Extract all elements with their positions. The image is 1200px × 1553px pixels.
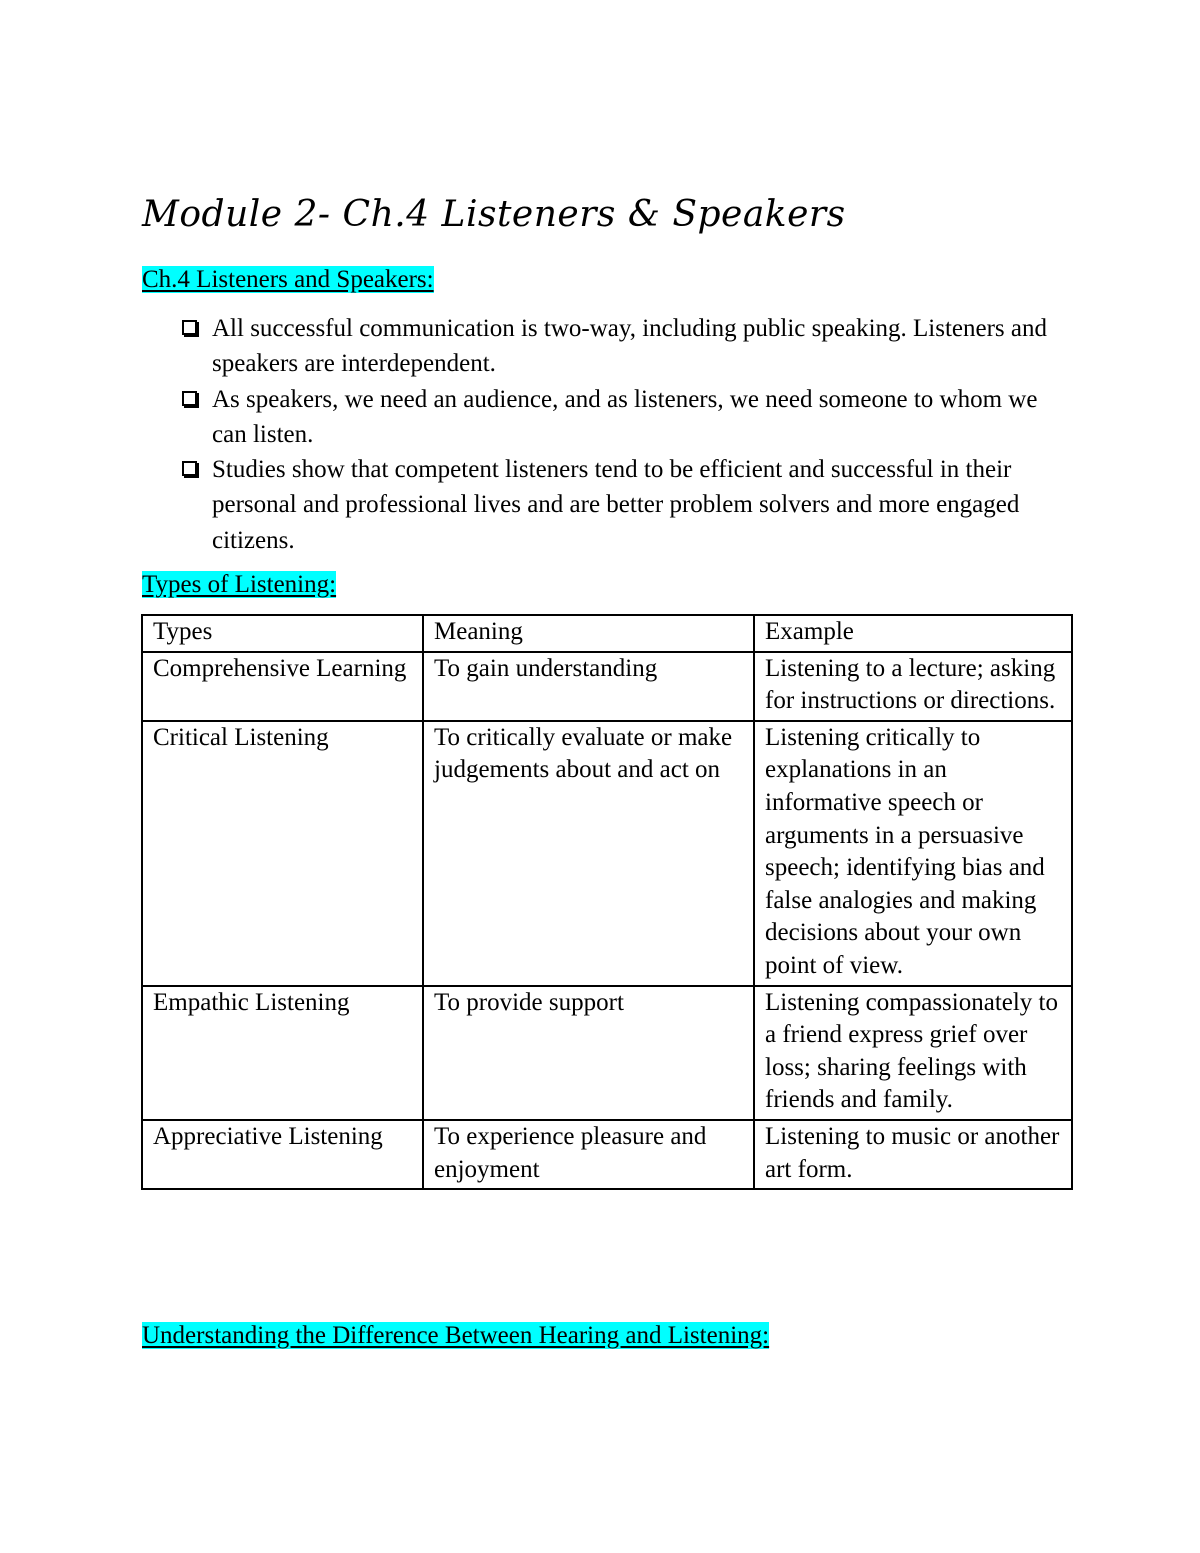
table-cell: Empathic Listening — [142, 986, 423, 1120]
list-item — [180, 382, 1060, 453]
table-cell: Listening compassionately to a friend express grief over loss; sharing feelings with friends and family. — [754, 986, 1072, 1120]
section-heading-listeners-speakers: Ch.4 Listeners and Speakers: — [142, 266, 434, 293]
table-cell: Appreciative Listening — [142, 1120, 423, 1189]
table-header-cell: Example — [754, 615, 1072, 652]
list-item-text: Studies show that competent listeners tend to be efficient and successful in their personal and professional lives and are better problem solvers and more engaged citizens. — [212, 456, 1020, 554]
table-cell: To critically evaluate or make judgements about and act on — [423, 721, 754, 986]
table-cell: Listening to a lecture; asking for instructions or directions. — [754, 652, 1072, 721]
table-cell: Listening to music or another art form. — [754, 1120, 1072, 1189]
page-title: Module 2- Ch.4 Listeners & Speakers — [142, 194, 846, 235]
checkbox-icon — [182, 391, 197, 406]
table-header-row — [142, 615, 1072, 652]
list-item-text: As speakers, we need an audience, and as listeners, we need someone to whom we can listen. — [212, 385, 1038, 448]
list-item-text: All successful communication is two-way, including public speaking. Listeners and speakers are interdependent. — [212, 315, 1048, 378]
table-row — [142, 986, 1072, 1120]
list-item — [180, 452, 1060, 558]
table-cell: Comprehensive Learning — [142, 652, 423, 721]
table-header-cell: Types — [142, 615, 423, 652]
table-cell: To provide support — [423, 986, 754, 1120]
section-heading-types-of-listening: Types of Listening: — [142, 571, 337, 598]
table-header-cell: Meaning — [423, 615, 754, 652]
table-cell: To gain understanding — [423, 652, 754, 721]
checkbox-icon — [182, 320, 197, 335]
table-row — [142, 721, 1072, 986]
table-row — [142, 652, 1072, 721]
bullet-list — [180, 311, 1060, 558]
section-heading-hearing-vs-listening: Understanding the Difference Between Hearing and Listening: — [142, 1322, 770, 1349]
checkbox-icon — [182, 461, 197, 476]
table-cell: To experience pleasure and enjoyment — [423, 1120, 754, 1189]
table-cell: Listening critically to explanations in an informative speech or arguments in a persuasive speech; identifying bias and false analogies and making decisions about your own point of view. — [754, 721, 1072, 986]
table-cell: Critical Listening — [142, 721, 423, 986]
table-row — [142, 1120, 1072, 1189]
listening-types-table — [141, 614, 1073, 1190]
list-item — [180, 311, 1060, 382]
